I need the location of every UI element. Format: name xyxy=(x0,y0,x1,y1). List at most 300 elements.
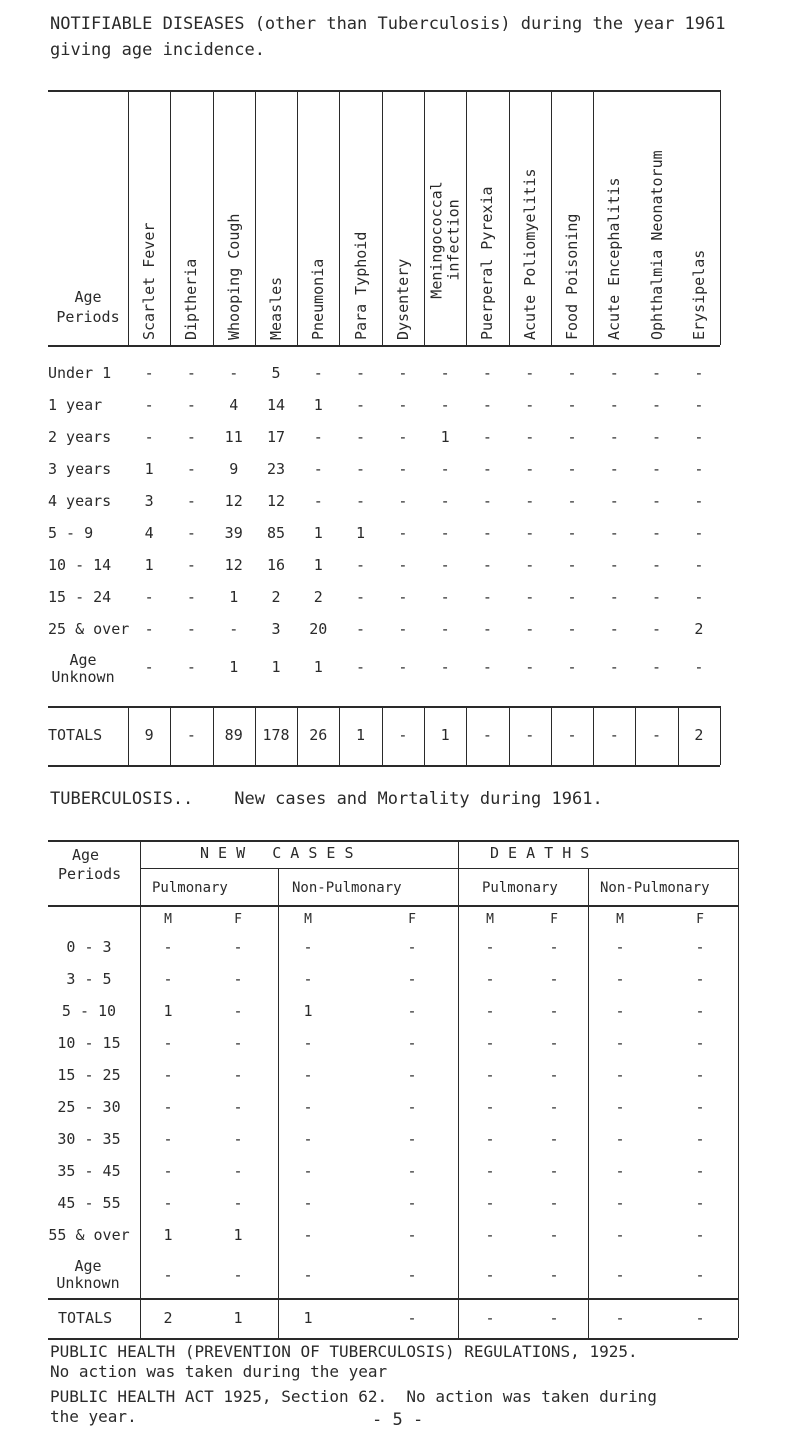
pulmonary-subheader: Pulmonary xyxy=(152,880,228,896)
table-cell: - xyxy=(609,364,619,382)
totals-cell: 178 xyxy=(262,726,290,744)
tb-row-label: 3 - 5 xyxy=(66,970,112,988)
tuberculosis-heading: TUBERCULOSIS.. New cases and Mortality during 1961. xyxy=(50,789,603,809)
table-cell: 1 xyxy=(229,588,239,606)
page-number: - 5 - xyxy=(372,1410,424,1430)
sex-header: M xyxy=(164,912,172,927)
tb-vline xyxy=(738,840,739,1338)
totals-divider xyxy=(213,706,214,765)
table-cell: - xyxy=(356,588,366,606)
table-cell: - xyxy=(525,460,535,478)
table-cell: 2 xyxy=(694,620,704,638)
table-cell: 1 xyxy=(144,556,154,574)
tb-row-label: 15 - 25 xyxy=(57,1066,121,1084)
tb-totals-cell: 1 xyxy=(233,1309,243,1327)
table-cell: - xyxy=(482,396,492,414)
tb-cell: - xyxy=(695,1162,705,1180)
table-cell: - xyxy=(694,556,704,574)
table-cell: 85 xyxy=(266,524,286,542)
table-cell: 5 xyxy=(271,364,281,382)
table-cell: - xyxy=(482,620,492,638)
new-cases-header: N E W C A S E S xyxy=(200,844,354,862)
column-header: Pneumonia xyxy=(309,258,328,340)
tb-cell: - xyxy=(163,1130,173,1148)
tb-cell: - xyxy=(695,938,705,956)
tb-cell: - xyxy=(549,1266,559,1284)
table-cell: 17 xyxy=(266,428,286,446)
table-cell: - xyxy=(186,460,196,478)
tb-header-rule xyxy=(48,905,738,907)
tb-totals-cell: - xyxy=(695,1309,705,1327)
column-divider xyxy=(170,90,171,345)
totals-divider xyxy=(635,706,636,765)
tb-cell: - xyxy=(485,1002,495,1020)
tb-cell: - xyxy=(549,1034,559,1052)
table-cell: 39 xyxy=(224,524,243,542)
tb-cell: 1 xyxy=(163,1226,173,1244)
column-header: Food Poisoning xyxy=(563,213,581,340)
column-header: Para Typhoid xyxy=(351,231,370,340)
table-cell: - xyxy=(440,588,450,606)
table-cell: - xyxy=(482,556,492,574)
tb-totals-cell: - xyxy=(407,1309,417,1327)
table-cell: - xyxy=(567,620,577,638)
table-cell: - xyxy=(609,620,619,638)
tb-cell: - xyxy=(163,938,173,956)
column-divider xyxy=(509,90,510,345)
totals-cell: - xyxy=(567,726,577,744)
table-cell: - xyxy=(440,556,450,574)
tb-cell: - xyxy=(407,1098,417,1116)
tb-cell: - xyxy=(407,1130,417,1148)
totals-cell: 1 xyxy=(356,726,366,744)
table-cell: - xyxy=(482,364,492,382)
table-cell: 1 xyxy=(313,396,323,414)
table-cell: 2 xyxy=(271,588,281,606)
table-cell: 1 xyxy=(313,556,323,574)
tb-cell: - xyxy=(695,1002,705,1020)
tb-cell: 1 xyxy=(303,1002,313,1020)
table-cell: - xyxy=(609,428,619,446)
age-periods-header: Periods xyxy=(56,308,120,326)
table-cell: - xyxy=(186,396,196,414)
tb-cell: - xyxy=(303,1034,313,1052)
tb-cell: - xyxy=(163,1098,173,1116)
table-cell: 2 xyxy=(313,588,323,606)
table-cell: - xyxy=(609,396,619,414)
table-cell: - xyxy=(356,460,366,478)
table-cell: 1 xyxy=(229,658,239,676)
row-label: 10 - 14 xyxy=(48,556,112,574)
tb-cell: - xyxy=(303,1162,313,1180)
column-header: Dysentery xyxy=(393,258,412,340)
table-cell: - xyxy=(567,428,577,446)
row-label: 5 - 9 xyxy=(48,524,94,542)
tb-cell: - xyxy=(407,1226,417,1244)
regulations-note-text: No action was taken during the year xyxy=(50,1362,388,1381)
totals-divider xyxy=(509,706,510,765)
totals-divider xyxy=(297,706,298,765)
tb-cell: - xyxy=(233,1194,243,1212)
table-cell: - xyxy=(652,588,662,606)
tb-cell: - xyxy=(163,1162,173,1180)
tb-vline xyxy=(588,868,589,1338)
tb-row-label: 30 - 35 xyxy=(57,1130,121,1148)
table-cell: - xyxy=(525,588,535,606)
table-cell: - xyxy=(356,428,366,446)
row-label: 3 years xyxy=(48,460,112,478)
table-cell: - xyxy=(694,460,704,478)
table-cell: - xyxy=(356,396,366,414)
table-cell: - xyxy=(440,524,450,542)
table-cell: 1 xyxy=(313,658,323,676)
table-cell: - xyxy=(525,396,535,414)
table-cell: - xyxy=(652,620,662,638)
totals-cell: - xyxy=(609,726,619,744)
table-cell: - xyxy=(525,492,535,510)
table-top-rule xyxy=(48,90,720,92)
tb-cell: - xyxy=(485,938,495,956)
totals-divider xyxy=(466,706,467,765)
tb-cell: - xyxy=(615,1066,625,1084)
tb-cell: - xyxy=(615,970,625,988)
public-health-act-note-cont: the year. xyxy=(50,1407,137,1426)
tb-cell: - xyxy=(615,1162,625,1180)
tb-totals-rule xyxy=(48,1298,738,1300)
table-cell: - xyxy=(567,460,577,478)
table-cell: - xyxy=(440,492,450,510)
table-cell: - xyxy=(694,524,704,542)
table-cell: - xyxy=(144,428,154,446)
table-cell: - xyxy=(398,658,408,676)
column-header: Whooping Cough xyxy=(224,213,243,340)
table-cell: - xyxy=(567,492,577,510)
tb-cell: - xyxy=(485,1066,495,1084)
page-heading: NOTIFIABLE DISEASES (other than Tuberculosis) during the year 1961 xyxy=(50,14,726,34)
table-cell: 1 xyxy=(271,658,281,676)
tb-cell: - xyxy=(303,970,313,988)
table-cell: - xyxy=(356,556,366,574)
deaths-non-pulmonary-subheader: Non-Pulmonary xyxy=(600,880,710,896)
tb-cell: - xyxy=(615,1098,625,1116)
tb-vline xyxy=(278,868,279,1338)
tb-cell: - xyxy=(549,938,559,956)
totals-divider xyxy=(170,706,171,765)
table-cell: - xyxy=(567,524,577,542)
table-cell: - xyxy=(186,492,196,510)
totals-divider xyxy=(593,706,594,765)
tb-cell: - xyxy=(233,1002,243,1020)
sex-header: F xyxy=(550,912,558,927)
totals-cell: 89 xyxy=(224,726,243,744)
table-cell: - xyxy=(398,428,408,446)
tb-cell: - xyxy=(549,1130,559,1148)
sex-header: F xyxy=(408,912,416,927)
totals-cell: - xyxy=(398,726,408,744)
totals-divider xyxy=(128,706,129,765)
table-cell: - xyxy=(186,556,196,574)
tb-cell: - xyxy=(695,1226,705,1244)
table-cell: - xyxy=(694,396,704,414)
tb-cell: - xyxy=(615,1226,625,1244)
table-cell: - xyxy=(525,428,535,446)
totals-divider xyxy=(678,706,679,765)
table-cell: - xyxy=(186,620,196,638)
tb-cell: - xyxy=(163,1194,173,1212)
table-cell: - xyxy=(482,492,492,510)
tb-cell: - xyxy=(695,970,705,988)
tb-cell: - xyxy=(615,1266,625,1284)
table-cell: - xyxy=(144,588,154,606)
tb-bottom-rule xyxy=(48,1338,738,1340)
tb-totals-cell: - xyxy=(549,1309,559,1327)
table-cell: - xyxy=(694,588,704,606)
table-cell: 23 xyxy=(266,460,286,478)
tb-cell: - xyxy=(407,1066,417,1084)
table-cell: - xyxy=(398,364,408,382)
table-cell: 11 xyxy=(224,428,243,446)
table-cell: - xyxy=(652,524,662,542)
row-label: 2 years xyxy=(48,428,112,446)
column-divider xyxy=(424,90,425,345)
table-cell: - xyxy=(398,396,408,414)
table-cell: - xyxy=(609,658,619,676)
tb-cell: 1 xyxy=(163,1002,173,1020)
tb-cell: - xyxy=(233,1066,243,1084)
table-cell: - xyxy=(313,428,323,446)
tb-age-periods-header: Periods xyxy=(58,865,122,883)
tb-cell: - xyxy=(407,970,417,988)
totals-divider xyxy=(551,706,552,765)
tb-age-header: Age xyxy=(72,846,100,864)
tb-cell: - xyxy=(233,1034,243,1052)
tb-cell: - xyxy=(549,1226,559,1244)
column-divider xyxy=(339,90,340,345)
page-subheading: giving age incidence. xyxy=(50,40,265,60)
table-cell: - xyxy=(525,556,535,574)
totals-cell: 26 xyxy=(309,726,328,744)
totals-divider xyxy=(255,706,256,765)
tb-cell: - xyxy=(303,1130,313,1148)
column-divider xyxy=(128,90,129,345)
column-header: Puerperal Pyrexia xyxy=(478,186,497,340)
sex-header: M xyxy=(304,912,312,927)
tb-cell: - xyxy=(549,1098,559,1116)
totals-cell: - xyxy=(652,726,662,744)
tb-cell: - xyxy=(695,1266,705,1284)
row-label: 4 years xyxy=(48,492,112,510)
totals-cell: 1 xyxy=(440,726,450,744)
table-cell: - xyxy=(525,524,535,542)
table-cell: - xyxy=(144,658,154,676)
table-cell: - xyxy=(694,658,704,676)
sex-header: F xyxy=(234,912,242,927)
table-cell: - xyxy=(144,620,154,638)
table-cell: 16 xyxy=(266,556,286,574)
tb-row-label: 55 & over xyxy=(48,1226,130,1244)
table-cell: - xyxy=(567,556,577,574)
tb-cell: - xyxy=(695,1034,705,1052)
row-label: 25 & over xyxy=(48,620,130,638)
table-cell: - xyxy=(652,364,662,382)
tb-cell: - xyxy=(303,1098,313,1116)
column-header: Meningococcal infection xyxy=(427,181,463,299)
table-cell: - xyxy=(609,588,619,606)
table-cell: - xyxy=(652,396,662,414)
table-cell: - xyxy=(567,396,577,414)
table-cell: - xyxy=(398,460,408,478)
column-header: Acute Poliomyelitis xyxy=(520,168,539,340)
table-cell: - xyxy=(356,492,366,510)
table-cell: - xyxy=(398,588,408,606)
totals-divider xyxy=(339,706,340,765)
table-cell: - xyxy=(652,428,662,446)
tb-cell: - xyxy=(407,1034,417,1052)
table-cell: 1 xyxy=(356,524,366,542)
table-cell: 12 xyxy=(224,492,243,510)
totals-cell: 2 xyxy=(694,726,704,744)
table-bottom-rule xyxy=(48,765,720,767)
totals-label: TOTALS xyxy=(48,726,103,744)
table-cell: - xyxy=(186,364,196,382)
column-header: Measles xyxy=(267,276,285,340)
column-header: Acute Encephalitis xyxy=(605,177,624,340)
table-cell: - xyxy=(313,364,323,382)
totals-rule xyxy=(48,706,720,708)
table-cell: - xyxy=(440,460,450,478)
deaths-pulmonary-subheader: Pulmonary xyxy=(482,880,558,896)
column-divider xyxy=(255,90,256,345)
table-cell: - xyxy=(525,620,535,638)
tb-cell: - xyxy=(233,938,243,956)
tb-group-rule xyxy=(140,868,738,869)
table-cell: - xyxy=(144,396,154,414)
table-cell: - xyxy=(482,588,492,606)
header-rule xyxy=(48,345,720,347)
tb-cell: - xyxy=(485,1162,495,1180)
tb-row-label: 0 - 3 xyxy=(66,938,112,956)
tb-cell: - xyxy=(485,1098,495,1116)
table-cell: - xyxy=(440,364,450,382)
tb-cell: - xyxy=(695,1066,705,1084)
table-cell: - xyxy=(186,524,196,542)
tb-cell: - xyxy=(303,1266,313,1284)
tb-cell: 1 xyxy=(233,1226,243,1244)
tb-cell: - xyxy=(233,1266,243,1284)
tb-cell: - xyxy=(615,1034,625,1052)
tb-row-label: 45 - 55 xyxy=(57,1194,121,1212)
non-pulmonary-subheader: Non-Pulmonary xyxy=(292,880,402,896)
tb-cell: - xyxy=(615,1002,625,1020)
tb-cell: - xyxy=(303,938,313,956)
column-divider xyxy=(297,90,298,345)
public-health-act-note: PUBLIC HEALTH ACT 1925, Section 62. No action was taken during xyxy=(50,1387,657,1406)
column-header: Diptheria xyxy=(182,258,201,340)
table-cell: - xyxy=(652,658,662,676)
tb-cell: - xyxy=(407,1002,417,1020)
tb-vline xyxy=(140,840,141,1338)
table-cell: - xyxy=(440,396,450,414)
table-cell: - xyxy=(398,620,408,638)
table-cell: - xyxy=(567,364,577,382)
table-cell: - xyxy=(609,556,619,574)
tb-cell: - xyxy=(233,1098,243,1116)
table-cell: 14 xyxy=(266,396,286,414)
table-cell: - xyxy=(440,658,450,676)
column-header: Erysipelas xyxy=(689,249,708,340)
table-cell: 20 xyxy=(309,620,328,638)
table-cell: 12 xyxy=(224,556,243,574)
table-cell: - xyxy=(186,428,196,446)
tb-cell: - xyxy=(485,970,495,988)
sex-header: M xyxy=(616,912,624,927)
tb-cell: - xyxy=(615,1194,625,1212)
tb-top-rule xyxy=(48,840,738,842)
totals-divider xyxy=(382,706,383,765)
tb-cell: - xyxy=(163,1266,173,1284)
tb-vline xyxy=(458,840,459,1338)
table-cell: - xyxy=(186,658,196,676)
tb-cell: - xyxy=(163,1066,173,1084)
table-cell: - xyxy=(652,556,662,574)
table-cell: - xyxy=(694,492,704,510)
table-cell: - xyxy=(609,460,619,478)
regulations-note-title: PUBLIC HEALTH (PREVENTION OF TUBERCULOSIS) REGULATIONS, 1925. xyxy=(50,1342,638,1361)
row-label: Under 1 xyxy=(48,364,112,382)
table-cell: - xyxy=(482,658,492,676)
table-cell: - xyxy=(229,620,239,638)
table-cell: 1 xyxy=(144,460,154,478)
table-cell: 3 xyxy=(144,492,154,510)
tb-cell: - xyxy=(233,970,243,988)
table-cell: - xyxy=(398,524,408,542)
table-cell: 3 xyxy=(271,620,281,638)
totals-cell: - xyxy=(482,726,492,744)
tb-totals-cell: 1 xyxy=(303,1309,313,1327)
row-label: Age Unknown xyxy=(51,651,115,687)
column-divider xyxy=(593,90,594,345)
tb-row-label: 5 - 10 xyxy=(61,1002,117,1020)
table-cell: 9 xyxy=(229,460,239,478)
table-cell: - xyxy=(313,460,323,478)
tb-row-label: 10 - 15 xyxy=(57,1034,121,1052)
tb-cell: - xyxy=(615,1130,625,1148)
totals-cell: - xyxy=(525,726,535,744)
column-header: Scarlet Fever xyxy=(140,222,159,340)
tb-cell: - xyxy=(407,938,417,956)
tb-cell: - xyxy=(549,1002,559,1020)
tb-cell: - xyxy=(303,1226,313,1244)
tb-totals-cell: - xyxy=(485,1309,495,1327)
tb-cell: - xyxy=(163,1034,173,1052)
tb-cell: - xyxy=(233,1162,243,1180)
table-cell: - xyxy=(652,492,662,510)
totals-divider xyxy=(720,706,721,765)
sex-header: F xyxy=(696,912,704,927)
table-cell: - xyxy=(525,658,535,676)
table-cell: - xyxy=(694,364,704,382)
table-cell: - xyxy=(609,492,619,510)
table-cell: - xyxy=(482,524,492,542)
totals-divider xyxy=(424,706,425,765)
table-cell: - xyxy=(525,364,535,382)
table-cell: - xyxy=(440,620,450,638)
tb-cell: - xyxy=(407,1162,417,1180)
tb-cell: - xyxy=(407,1194,417,1212)
tb-cell: - xyxy=(549,970,559,988)
tb-totals-cell: 2 xyxy=(163,1309,173,1327)
tb-cell: - xyxy=(549,1194,559,1212)
